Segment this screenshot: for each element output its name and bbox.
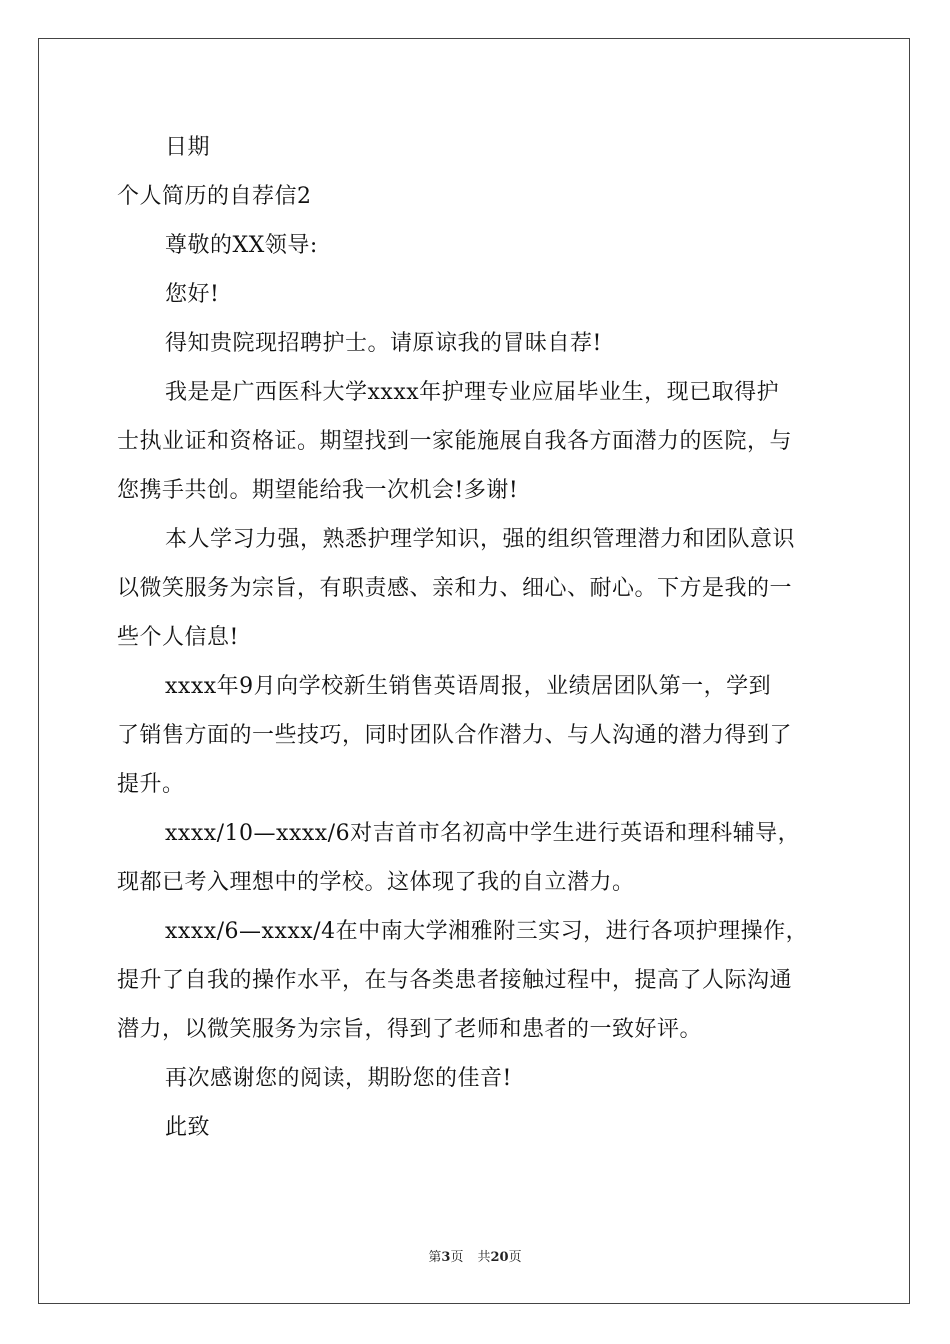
text-line: 我是是广西医科大学xxxx年护理专业应届毕业生，现已取得护 [165,380,780,405]
text-line: 得知贵院现招聘护士。请原谅我的冒昧自荐! [165,331,602,356]
current-page-number: 3 [441,1250,451,1265]
text-line: 个人简历的自荐信2 [117,184,312,209]
footer-total-prefix: 共 [477,1250,491,1265]
footer-page-unit: 页 [450,1250,464,1265]
footer-total-unit: 页 [508,1250,522,1265]
page-footer [0,1246,950,1265]
text-line: xxxx/6—xxxx/4在中南大学湘雅附三实习，进行各项护理操作， [165,919,809,944]
text-line: 本人学习力强，熟悉护理学知识，强的组织管理潜力和团队意识 [165,527,796,552]
total-page-count: 20 [490,1250,509,1265]
text-line: 日期 [165,135,211,160]
text-line: xxxx年9月向学校新生销售英语周报，业绩居团队第一，学到 [165,674,772,699]
document-body [117,128,837,1157]
text-line: 尊敬的XX领导: [165,233,318,258]
text-line: 您好! [165,282,220,307]
text-line: 现都已考入理想中的学校。这体现了我的自立潜力。 [117,870,635,895]
footer-prefix: 第 [428,1250,442,1265]
text-line: 提升。 [117,772,185,797]
text-line: 了销售方面的一些技巧，同时团队合作潜力、与人沟通的潜力得到了 [117,723,793,748]
text-line: 士执业证和资格证。期望找到一家能施展自我各方面潜力的医院，与 [117,429,793,454]
text-line: 您携手共创。期望能给我一次机会!多谢! [117,478,519,503]
text-line: 提升了自我的操作水平，在与各类患者接触过程中，提高了人际沟通 [117,968,793,993]
text-line: 再次感谢您的阅读，期盼您的佳音! [165,1066,512,1091]
text-line: 潜力，以微笑服务为宗旨，得到了老师和患者的一致好评。 [117,1017,703,1042]
text-line: 以微笑服务为宗旨，有职责感、亲和力、细心、耐心。下方是我的一 [117,576,793,601]
text-line: 此致 [165,1115,211,1140]
text-line: xxxx/10—xxxx/6对吉首市名初高中学生进行英语和理科辅导， [165,821,801,846]
text-line: 些个人信息! [117,625,239,650]
